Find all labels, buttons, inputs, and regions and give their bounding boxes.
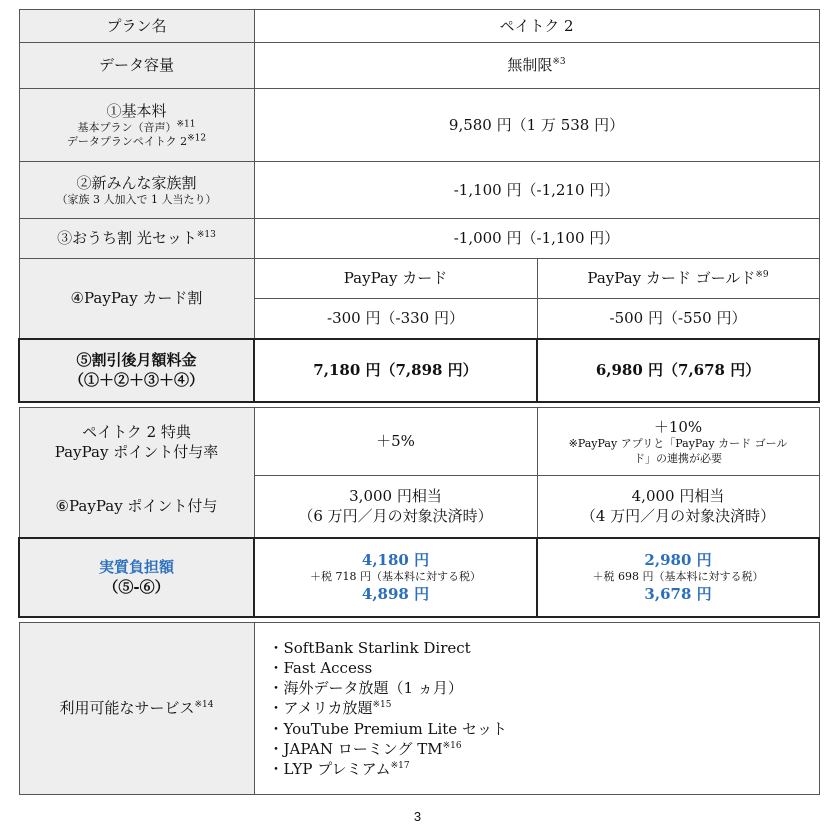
real-cost-col1-tax: ＋税 718 円（基本料に対する税）	[310, 569, 481, 583]
card-col1-head: PayPay カード	[254, 259, 537, 299]
real-cost-col1-main: 4,180 円	[361, 550, 430, 569]
family-discount-sub: （家族 3 人加入で 1 人当たり）	[56, 192, 217, 206]
point-grant-col2: 4,000 円相当 （4 万円／月の対象決済時）	[537, 476, 819, 538]
point-rate-label-line1: ペイトク 2 特典	[82, 422, 191, 441]
real-cost-col2	[537, 538, 819, 617]
real-cost-label-cell	[19, 538, 254, 617]
family-discount-value: -1,100 円（-1,210 円）	[254, 162, 819, 219]
point-grant-label: ⑥PayPay ポイント付与	[19, 476, 254, 538]
data-capacity-cell	[254, 43, 819, 89]
point-rate-col2: ＋10%	[653, 418, 703, 437]
real-cost-label: 実質負担額	[98, 557, 174, 576]
services-list	[254, 623, 819, 795]
point-rate-col2-cell	[537, 408, 819, 476]
page-number: 3	[413, 809, 422, 824]
service-item: ・SoftBank Starlink Direct	[268, 638, 471, 657]
card-col1-value: -300 円（-330 円）	[254, 299, 537, 339]
point-rate-col2-note1: ※PayPay アプリと「PayPay カード ゴール	[568, 437, 788, 451]
service-item: ・LYP プレミアム$^{※17}$	[268, 760, 410, 779]
service-item: ・Fast Access	[268, 658, 373, 677]
service-item: ・YouTube Premium Lite セット	[268, 719, 507, 738]
basic-fee-sub1: 基本プラン（音声）$^{※11}$	[77, 119, 196, 134]
home-discount-value: -1,000 円（-1,100 円）	[254, 219, 819, 259]
real-cost-col2-total: 3,678 円	[644, 585, 712, 604]
family-discount-label: ②新みんな家族割	[76, 173, 197, 192]
point-grant-col1: 3,000 円相当 （6 万円／月の対象決済時）	[254, 476, 537, 538]
point-rate-col1: ＋5%	[254, 408, 537, 476]
real-cost-col2-main: 2,980 円	[644, 550, 712, 569]
monthly-fee-formula: （①＋②＋③＋④）	[68, 371, 204, 389]
plan-table	[18, 9, 820, 795]
home-discount-label: ③おうち割 光セット$^{※13}$	[19, 219, 254, 259]
real-cost-col1	[254, 538, 537, 617]
family-discount-label-cell	[19, 162, 254, 219]
service-item: ・アメリカ放題$^{※15}$	[268, 699, 392, 718]
point-rate-label-cell	[19, 408, 254, 476]
plan-name-value: ペイトク 2	[254, 10, 819, 43]
monthly-fee-col2: 6,980 円（7,678 円）	[537, 339, 819, 402]
data-capacity-note: ※3	[552, 57, 566, 68]
basic-fee-value: 9,580 円（1 万 538 円）	[254, 89, 819, 162]
basic-fee-label-cell	[19, 89, 254, 162]
services-label: 利用可能なサービス$^{※14}$	[19, 623, 254, 795]
card-col2-head: PayPay カード ゴールド$^{※9}$	[537, 259, 819, 299]
real-cost-formula: （⑤-⑥）	[103, 578, 170, 596]
point-rate-label-line2: PayPay ポイント付与率	[54, 442, 219, 461]
basic-fee-sub2: データプランペイトク 2$^{※12}$	[66, 133, 207, 149]
plan-name-label: プラン名	[19, 10, 254, 43]
card-discount-label: ④PayPay カード割	[19, 259, 254, 339]
monthly-fee-label: ⑤割引後月額料金	[76, 350, 197, 369]
card-col2-value: -500 円（-550 円）	[537, 299, 819, 339]
basic-fee-label: ①基本料	[106, 101, 167, 120]
data-capacity-label: データ容量	[19, 43, 254, 89]
service-item: ・JAPAN ローミング TM$^{※16}$	[268, 739, 462, 758]
point-rate-col2-note2: ド」の連携が必要	[634, 451, 722, 465]
data-capacity-value: 無制限	[507, 56, 553, 75]
monthly-fee-col1: 7,180 円（7,898 円）	[254, 339, 537, 402]
monthly-fee-label-cell	[19, 339, 254, 402]
real-cost-col1-total: 4,898 円	[361, 585, 430, 604]
real-cost-col2-tax: ＋税 698 円（基本料に対する税）	[592, 569, 764, 583]
service-item: ・海外データ放題（1 ヵ月）	[268, 679, 463, 698]
